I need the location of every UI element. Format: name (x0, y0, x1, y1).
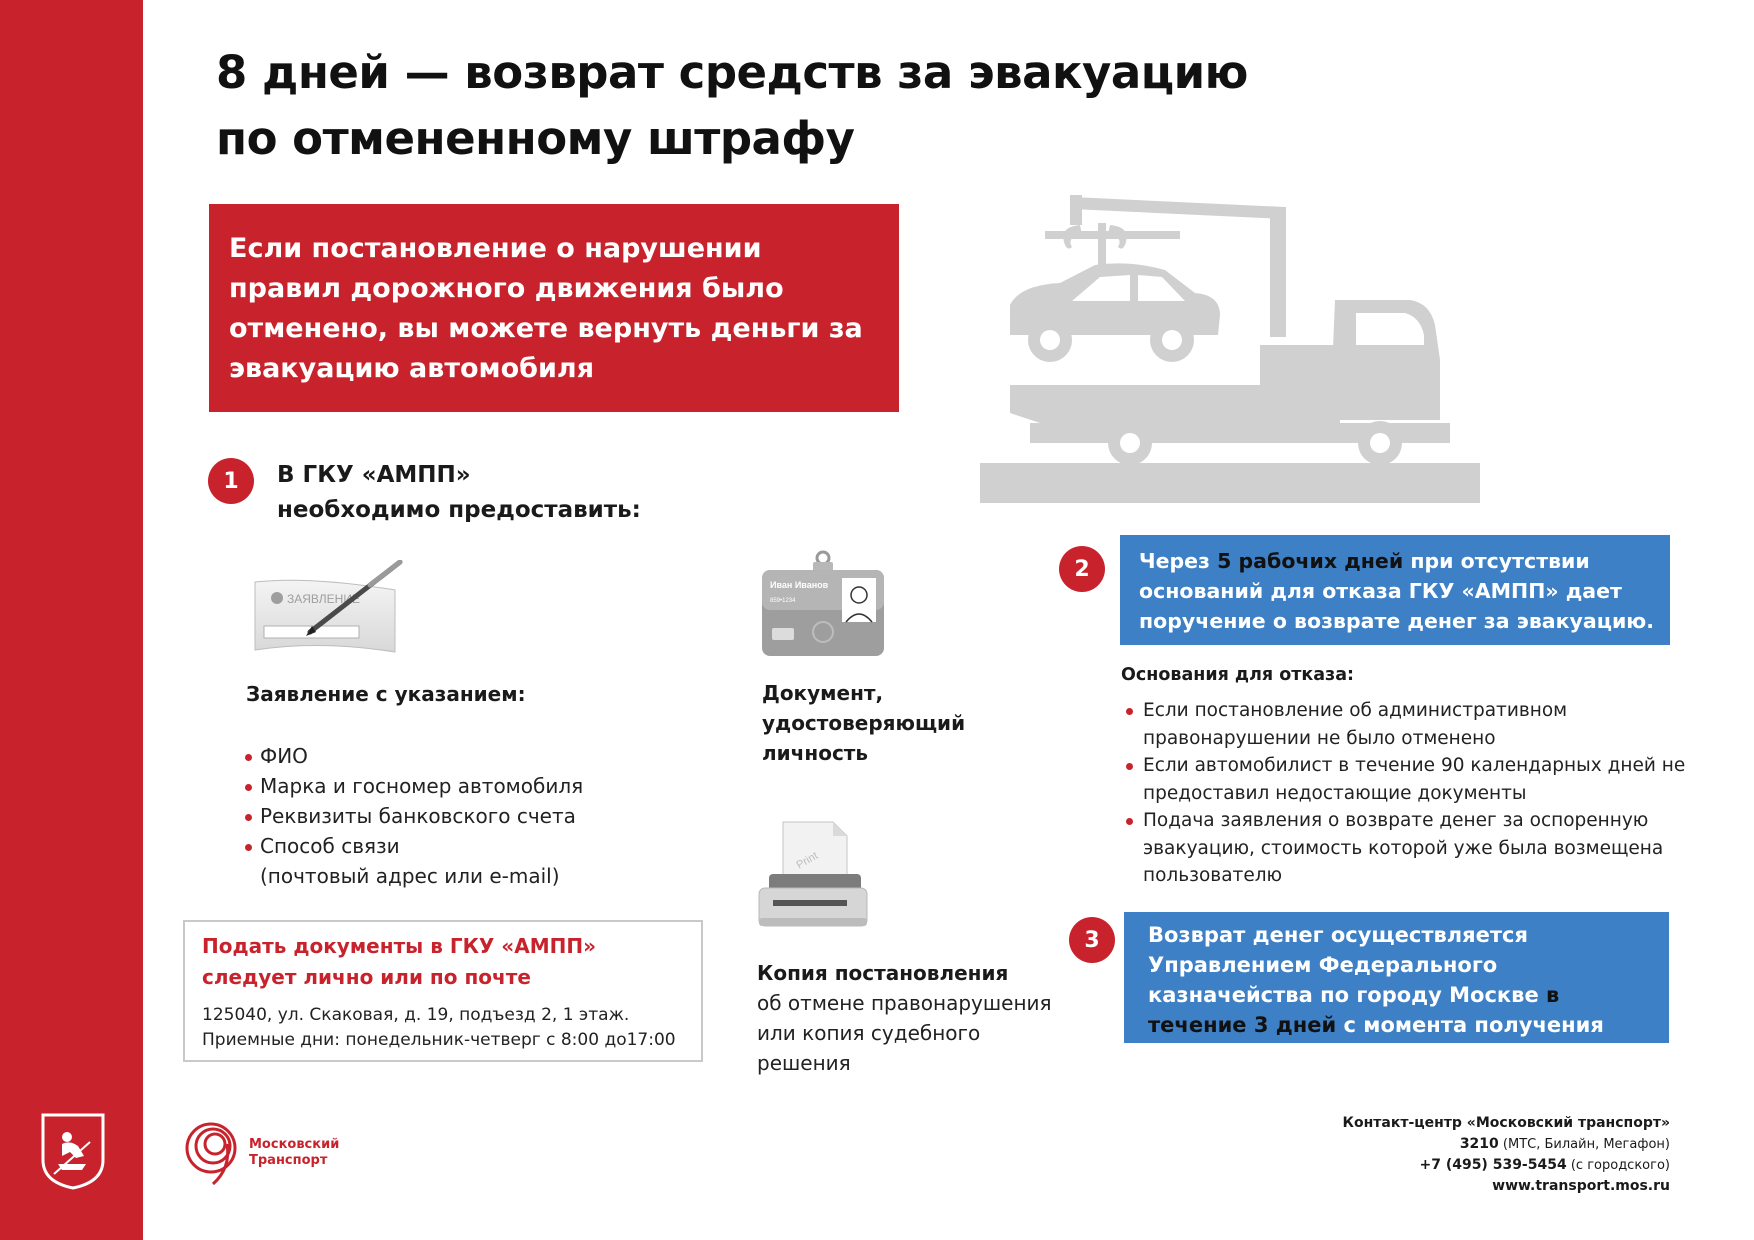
logo-line-1: Московский (249, 1137, 340, 1152)
list-item: ФИО (245, 741, 705, 771)
refusal-grounds-list (1126, 697, 1686, 890)
list-item: Реквизиты банковского счета (245, 801, 705, 831)
submit-info-box (183, 920, 703, 1062)
transport-ring-icon (183, 1118, 243, 1188)
tow-truck-illustration (980, 185, 1480, 505)
step-3-badge: 3 (1069, 917, 1115, 963)
application-heading: Заявление с указанием: (246, 682, 526, 706)
step-1-badge: 1 (208, 458, 254, 504)
refusal-grounds-title: Основания для отказа: (1121, 665, 1355, 685)
step-2-badge: 2 (1059, 546, 1105, 592)
id-label-line-1: Документ, (762, 681, 884, 705)
copy-label-line-3: или копия судебного решения (757, 1021, 981, 1075)
printer-icon (755, 818, 870, 933)
contact-website[interactable]: www.transport.mos.ru (1492, 1178, 1670, 1194)
id-label-line-2: удостоверяющий (762, 711, 966, 735)
id-label-line-3: личность (762, 741, 869, 765)
step-3-text-1: Возврат денег осуществляется Управлением Федерального казначейства по городу Москве (1148, 923, 1547, 1007)
logo-line-2: Транспорт (249, 1153, 328, 1168)
list-item: Способ связи (245, 831, 705, 861)
title-line-2: по отмененному штрафу (216, 112, 855, 165)
step-3-highlight: в течение 3 дней (1148, 983, 1560, 1037)
list-item: Подача заявления о возврате денег за оспоренную эвакуацию, стоимость которой уже была возмещена пользователю (1126, 807, 1686, 890)
application-icon-label: ЗАЯВЛЕНИЕ (287, 592, 360, 606)
contact-short-note: (МТС, Билайн, Мегафон) (1498, 1137, 1670, 1152)
contact-short-number: 3210 (1459, 1136, 1499, 1152)
application-form-icon (250, 560, 420, 660)
list-item-note: (почтовый адрес или e-mail) (260, 864, 560, 888)
sidebar (0, 0, 143, 1240)
step-1-heading (277, 458, 777, 528)
step-2-box (1120, 535, 1670, 645)
submit-address: 125040, ул. Скаковая, д. 19, подъезд 2, 1 этаж. (202, 1005, 630, 1025)
title-line-1: 8 дней — возврат средств за эвакуацию (216, 46, 1248, 99)
contact-phone: +7 (495) 539-5454 (1419, 1157, 1567, 1173)
copy-label-bold: Копия постановления (757, 961, 1009, 985)
moscow-coat-of-arms-icon (40, 1112, 106, 1190)
page-title (216, 40, 1316, 172)
contact-phone-note: (с городского) (1566, 1158, 1670, 1173)
step-3-text-2: с момента получения поручения о возврате денег. (1148, 1013, 1604, 1067)
copy-document-label (757, 958, 1077, 1078)
moscow-transport-logo (183, 1118, 353, 1188)
step-1-line-1: В ГКУ «АМПП» (277, 462, 471, 488)
print-paper-text: Print (794, 849, 821, 872)
submit-hours: Приемные дни: понедельник-четверг с 8:00 до17:00 (202, 1030, 676, 1050)
contact-title: Контакт-центр «Московский транспорт» (1342, 1115, 1670, 1131)
logo-text (249, 1137, 339, 1169)
list-item: Если автомобилист в течение 90 календарных дней не предоставил недостающие документы (1126, 752, 1686, 807)
application-list (245, 741, 705, 891)
step-2-text-2: при отсутствии оснований для отказа ГКУ «АМПП» дает поручение о возврате денег за эвакуацию. (1139, 549, 1655, 633)
id-card-icon (758, 550, 888, 660)
contact-center (1250, 1113, 1670, 1197)
copy-label-line-2: об отмене правонарушения (757, 991, 1052, 1015)
submit-title: Подать документы в ГКУ «АМПП» следует лично или по почте (202, 934, 596, 989)
step-1-line-2: необходимо предоставить: (277, 497, 641, 523)
intro-box: Если постановление о нарушении правил дорожного движения было отменено, вы можете вернуть деньги за эвакуацию автомобиля (209, 204, 899, 412)
submit-details (202, 1003, 685, 1053)
list-item: Если постановление об административном правонарушении не было отменено (1126, 697, 1686, 752)
step-3-box (1124, 912, 1669, 1067)
id-card-code: 859•1234 (770, 598, 796, 604)
step-2-text-1: Через (1139, 549, 1218, 573)
id-card-name: Иван Иванов (770, 580, 829, 590)
list-item: Марка и госномер автомобиля (245, 771, 705, 801)
step-2-highlight: 5 рабочих дней (1217, 549, 1404, 573)
id-document-label (762, 678, 1002, 768)
